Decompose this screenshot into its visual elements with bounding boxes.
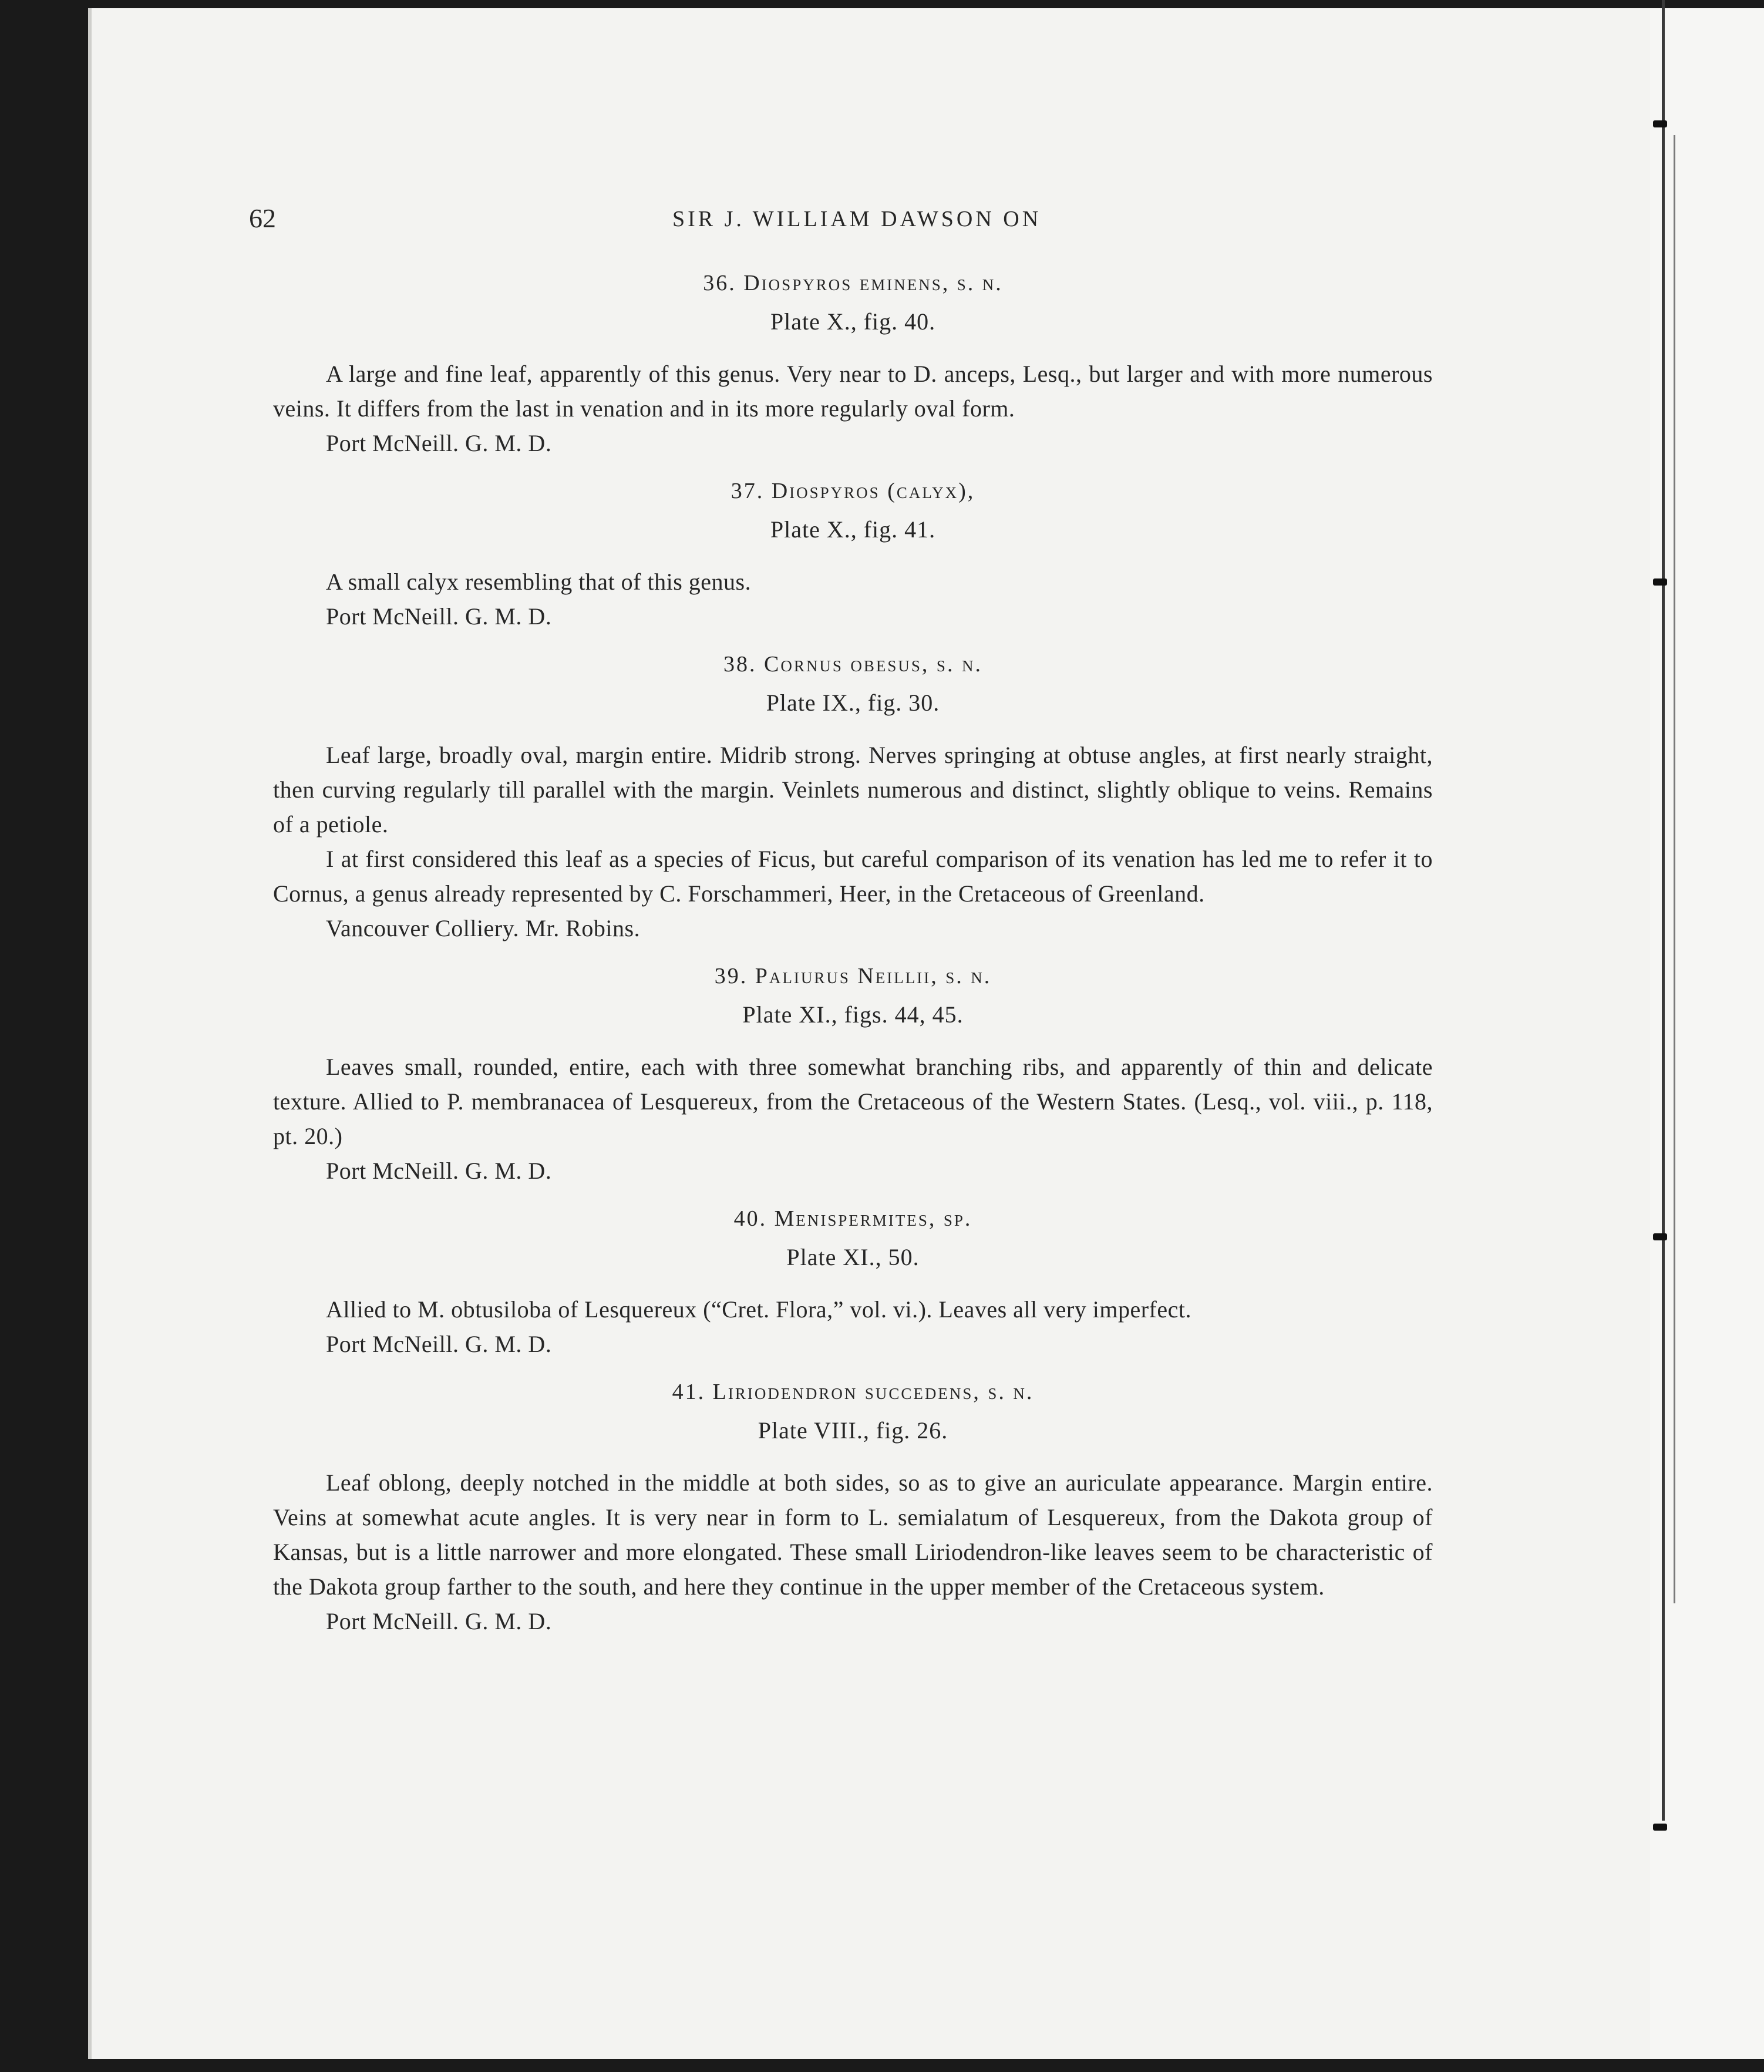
page-number: 62 xyxy=(249,203,276,233)
running-head: SIR J. WILLIAM DAWSON ON xyxy=(672,207,1042,231)
description-paragraph: Leaf oblong, deeply notched in the middle at both sides, so as to give an auriculate appearance. Margin entire. Veins at somewhat acute angles. It is very near in form to L. semialatum of Lesquereux, from the Dakota group of Kansas, but is a little narrower and more elongated. These small Liriodendron-like leaves seem to be characteristic of the Dakota group farther to the south, and here they continue in the upper member of the Cretaceous system. xyxy=(273,1469,1433,1600)
entry-40 xyxy=(273,1206,1433,1361)
entry-36 xyxy=(273,270,1433,460)
binding-mark xyxy=(1653,120,1667,127)
entry-37 xyxy=(273,478,1433,634)
entry-38 xyxy=(273,651,1433,946)
entry-39 xyxy=(273,963,1433,1188)
plate-reference: Plate VIII., fig. 26. xyxy=(758,1417,948,1444)
entry-title: 40. Menispermites, sp. xyxy=(733,1206,972,1231)
binding-edge-line xyxy=(1662,0,1665,1821)
plate-reference: Plate X., fig. 40. xyxy=(770,308,936,335)
plate-reference: Plate X., fig. 41. xyxy=(770,516,936,543)
plate-reference: Plate XI., 50. xyxy=(786,1244,920,1270)
entry-title: 37. Diospyros (calyx), xyxy=(730,479,975,503)
description-paragraph: I at first considered this leaf as a species of Ficus, but careful comparison of its venation has led me to refer it to Cornus, a genus already represented by C. Forschammeri, Heer, in the Cretaceous of Greenland. xyxy=(273,846,1433,907)
description-paragraph: A small calyx resembling that of this genus. xyxy=(326,569,752,595)
locality-line: Port McNeill. G. M. D. xyxy=(326,1608,552,1634)
locality-line: Vancouver Colliery. Mr. Robins. xyxy=(326,915,641,941)
locality-line: Port McNeill. G. M. D. xyxy=(326,1331,552,1357)
description-paragraph: Allied to M. obtusiloba of Lesquereux (“Cret. Flora,” vol. vi.). Leaves all very imperfect. xyxy=(326,1296,1191,1323)
binding-mark xyxy=(1653,1233,1667,1240)
description-paragraph: Leaves small, rounded, entire, each with three somewhat branching ribs, and apparently of thin and delicate texture. Allied to P. membranacea of Lesquereux, from the Cretaceous of the Western States. (Lesq., vol. viii., p. 118, pt. 20.) xyxy=(273,1054,1433,1149)
description-paragraph: A large and fine leaf, apparently of this genus. Very near to D. anceps, Lesq., but larger and with more numerous veins. It differs from the last in venation and in its more regularly oval form. xyxy=(273,361,1433,422)
binding-edge-shadow xyxy=(1674,135,1675,1603)
binding-mark xyxy=(1653,578,1667,586)
page-header xyxy=(0,203,1764,238)
entry-41 xyxy=(273,1379,1433,1639)
locality-line: Port McNeill. G. M. D. xyxy=(326,430,552,456)
plate-reference: Plate XI., figs. 44, 45. xyxy=(742,1001,964,1028)
entry-title: 38. Cornus obesus, s. n. xyxy=(723,652,982,677)
locality-line: Port McNeill. G. M. D. xyxy=(326,603,552,630)
entry-title: 41. Liriodendron succedens, s. n. xyxy=(672,1380,1034,1404)
binding-mark xyxy=(1653,1824,1667,1831)
page-body xyxy=(273,253,1433,1639)
locality-line: Port McNeill. G. M. D. xyxy=(326,1158,552,1184)
description-paragraph: Leaf large, broadly oval, margin entire. Midrib strong. Nerves springing at obtuse angles, at first nearly straight, then curving regularly till parallel with the margin. Veinlets numerous and distinct, slightly oblique to veins. Remains of a petiole. xyxy=(273,742,1433,837)
entry-title: 36. Diospyros eminens, s. n. xyxy=(703,271,1003,295)
plate-reference: Plate IX., fig. 30. xyxy=(766,689,940,716)
page-edge xyxy=(1650,8,1764,2059)
entry-title: 39. Paliurus Neillii, s. n. xyxy=(714,964,992,988)
